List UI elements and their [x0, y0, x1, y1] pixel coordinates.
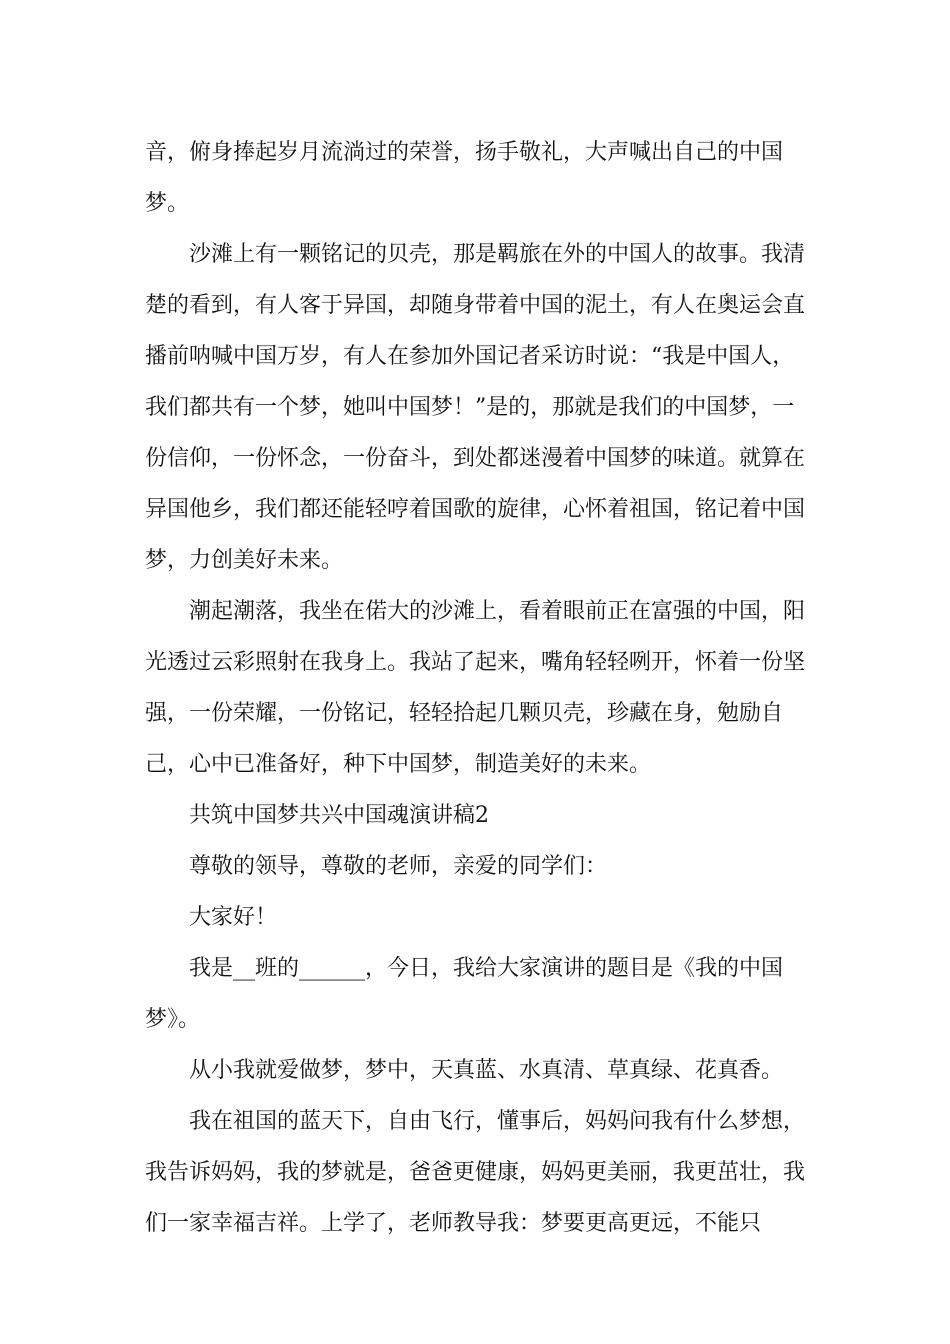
salutation: 尊敬的领导，尊敬的老师，亲爱的同学们： [189, 854, 608, 879]
document-body [145, 127, 813, 1249]
paragraph-growing-up: 我在祖国的蓝天下，自由飞行，懂事后，妈妈问我有什么梦想，我告诉妈妈，我的梦就是，爸爸更健康，妈妈更美丽，我更茁壮，我们一家幸福吉祥。上学了，老师教导我：梦要更高更远，不能只 [145, 1109, 806, 1236]
paragraph-seashell-story: 沙滩上有一颗铭记的贝壳，那是羁旅在外的中国人的故事。我清楚的看到，有人客于异国，却随身带着中国的泥土，有人在奥运会直播前呐喊中国万岁，有人在参加外国记者采访时说：“我是中国人，我们都共有一个梦，她叫中国梦！”是的，那就是我们的中国梦，一份信仰，一份怀念，一份奋斗，到处都迷漫着中国梦的味道。就算在异国他乡，我们都还能轻哼着国歌的旋律，心怀着祖国，铭记着中国梦，力创美好未来。 [145, 242, 806, 573]
paragraph-childhood-dream: 从小我就爱做梦，梦中，天真蓝、水真清、草真绿、花真香。 [189, 1058, 784, 1083]
paragraph-tide: 潮起潮落，我坐在偌大的沙滩上，看着眼前正在富强的中国，阳光透过云彩照射在我身上。我站了起来，嘴角轻轻咧开，怀着一份坚强，一份荣耀，一份铭记，轻轻拾起几颗贝壳，珍藏在身，勉励自己，心中已准备好，种下中国梦，制造美好的未来。 [145, 599, 806, 777]
speech-title: 共筑中国梦共兴中国魂演讲稿2 [189, 803, 489, 828]
paragraph-continued: 音，俯身捧起岁月流淌过的荣誉，扬手敬礼，大声喊出自己的中国梦。 [145, 140, 784, 216]
greeting: 大家好！ [189, 905, 278, 930]
speech-intro: 我是__班的______，今日，我给大家演讲的题目是《我的中国梦》。 [145, 956, 784, 1032]
